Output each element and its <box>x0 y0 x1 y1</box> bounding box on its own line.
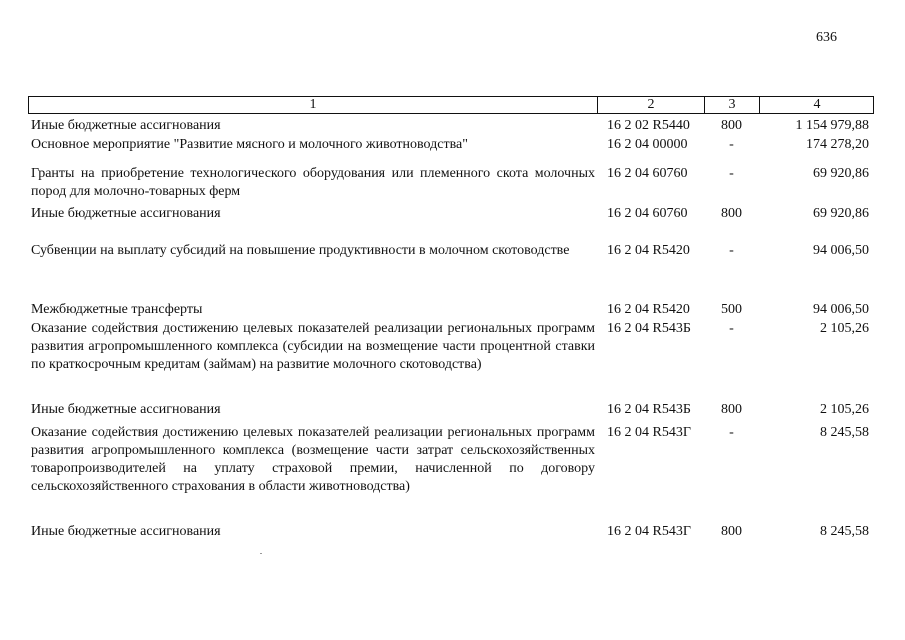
row-amount: 94 006,50 <box>813 302 869 317</box>
row-code: 16 2 04 R5420 <box>607 302 690 317</box>
row-type: 800 <box>721 402 742 417</box>
row-name: Оказание содействия достижению целевых показателей реализации региональных программ развития агропромышленного комплекса (субсидии на возмещение части процентной ставки по краткосрочным кредитам (займам) на развитие молочного скотоводства) <box>31 321 595 372</box>
row-type: - <box>729 137 734 152</box>
row-amount: 69 920,86 <box>813 206 869 221</box>
row-type: - <box>729 166 734 181</box>
row-name: Иные бюджетные ассигнования <box>31 118 221 133</box>
row-type: - <box>729 243 734 258</box>
row-amount: 94 006,50 <box>813 243 869 258</box>
row-name: Межбюджетные трансферты <box>31 302 203 317</box>
row-amount: 2 105,26 <box>820 402 869 417</box>
scan-speck <box>260 553 262 554</box>
row-name: Иные бюджетные ассигнования <box>31 524 221 539</box>
row-amount: 8 245,58 <box>820 425 869 440</box>
row-code: 16 2 04 R5420 <box>607 243 690 258</box>
row-code: 16 2 04 R543Б <box>607 321 691 336</box>
row-name: Иные бюджетные ассигнования <box>31 402 221 417</box>
header-col-2: 2 <box>598 97 705 113</box>
row-code: 16 2 04 R543Г <box>607 425 691 440</box>
header-col-4: 4 <box>813 97 821 112</box>
page-number: 636 <box>816 30 837 45</box>
row-code: 16 2 04 00000 <box>607 137 688 152</box>
row-amount: 69 920,86 <box>813 166 869 181</box>
row-amount: 2 105,26 <box>820 321 869 336</box>
row-name: Гранты на приобретение технологического оборудования или племенного скота молочных пород для молочно-товарных ферм <box>31 166 595 199</box>
row-code: 16 2 04 60760 <box>607 206 688 221</box>
row-code: 16 2 04 60760 <box>607 166 688 181</box>
row-code: 16 2 02 R5440 <box>607 118 690 133</box>
row-name: Основное мероприятие "Развитие мясного и молочного животноводства" <box>31 137 468 152</box>
row-name: Субвенции на выплату субсидий на повышение продуктивности в молочном скотоводстве <box>31 243 570 258</box>
row-type: - <box>729 321 734 336</box>
row-name: Иные бюджетные ассигнования <box>31 206 221 221</box>
row-type: 500 <box>721 302 742 317</box>
row-type: 800 <box>721 206 742 221</box>
row-name: Оказание содействия достижению целевых показателей реализации региональных программ развития агропромышленного комплекса (возмещение части затрат сельскохозяйственных товаропроизводителей на уплату страховой премии, начисленной по договору сельскохозяйственного страхования в области животноводства) <box>31 425 595 494</box>
row-type: 800 <box>721 118 742 133</box>
row-amount: 1 154 979,88 <box>795 118 869 133</box>
row-code: 16 2 04 R543Б <box>607 402 691 417</box>
row-amount: 8 245,58 <box>820 524 869 539</box>
row-type: 800 <box>721 524 742 539</box>
header-col-1: 1 <box>29 97 598 113</box>
row-type: - <box>729 425 734 440</box>
header-col-3: 3 <box>705 97 760 113</box>
row-code: 16 2 04 R543Г <box>607 524 691 539</box>
row-amount: 174 278,20 <box>806 137 869 152</box>
table-header <box>28 96 874 114</box>
